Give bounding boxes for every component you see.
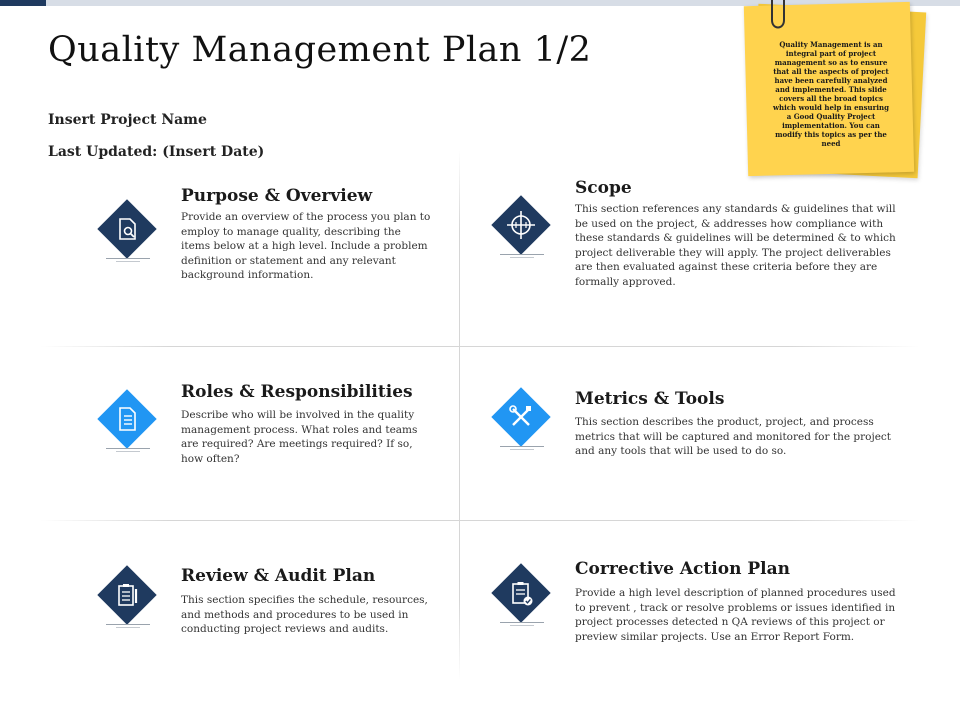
grid-divider-1 bbox=[40, 346, 920, 347]
section-body: This section references any standards & guidelines that will be used on the project, & addresses how compliance with these standards & guidelines will be determined & to which project deliverable they will apply. The project deliverables are then evaluated against these criteria before they are formally approved. bbox=[575, 203, 896, 288]
scope-icon-badge bbox=[492, 198, 552, 262]
section-body: This section describes the product, project, and process metrics that will be captured and monitored for the project and any tools that will be used to do so. bbox=[575, 416, 892, 457]
top-bar-accent bbox=[0, 0, 46, 6]
corrective-icon-badge bbox=[492, 566, 552, 630]
project-name: Insert Project Name bbox=[48, 112, 207, 128]
section-body: Describe who will be involved in the quality management process. What roles and teams are required? Are meetings required? If so, how often? bbox=[181, 409, 418, 465]
section-title: Roles & Responsibilities bbox=[181, 382, 413, 402]
section-title: Scope bbox=[575, 178, 632, 198]
grid-divider-2 bbox=[40, 520, 920, 521]
clipboard-pencil-icon bbox=[107, 575, 147, 615]
crosshair-target-icon bbox=[501, 205, 541, 245]
roles-icon-badge bbox=[98, 392, 158, 456]
metrics-icon-badge bbox=[492, 390, 552, 454]
section-title: Corrective Action Plan bbox=[575, 559, 790, 579]
paperclip-icon bbox=[768, 0, 790, 34]
page-title: Quality Management Plan 1/2 bbox=[48, 30, 592, 70]
sticky-note-text: Quality Management is an integral part of project management so as to ensure that all the aspects of project have been carefully analyzed and implemented. This slide covers all the broad topics which would help in ensuring a Good Quality Project implementation. You can modify this topics as per the need bbox=[773, 40, 889, 148]
section-body: This section specifies the schedule, resources, and methods and procedures to be used in conducting project reviews and audits. bbox=[181, 594, 428, 635]
section-title: Metrics & Tools bbox=[575, 389, 725, 409]
clipboard-check-icon bbox=[501, 573, 541, 613]
review-icon-badge bbox=[98, 568, 158, 632]
wrench-screwdriver-icon bbox=[501, 397, 541, 437]
section-title: Review & Audit Plan bbox=[181, 566, 376, 586]
section-body: Provide a high level description of planned procedures used to prevent , track or resolve problems or issues identified in project processes detected n QA reviews of this project or preview similar projects. Use an Error Report Form. bbox=[575, 587, 896, 643]
last-updated: Last Updated: (Insert Date) bbox=[48, 144, 265, 160]
document-search-icon bbox=[107, 209, 147, 249]
section-title: Purpose & Overview bbox=[181, 186, 373, 206]
section-body: Provide an overview of the process you plan to employ to manage quality, describing the items below at a high level. Include a problem definition or statement and any relevant background information. bbox=[181, 211, 431, 281]
checklist-document-icon bbox=[107, 399, 147, 439]
grid-vertical-divider bbox=[459, 150, 460, 680]
purpose-icon-badge bbox=[98, 202, 158, 266]
